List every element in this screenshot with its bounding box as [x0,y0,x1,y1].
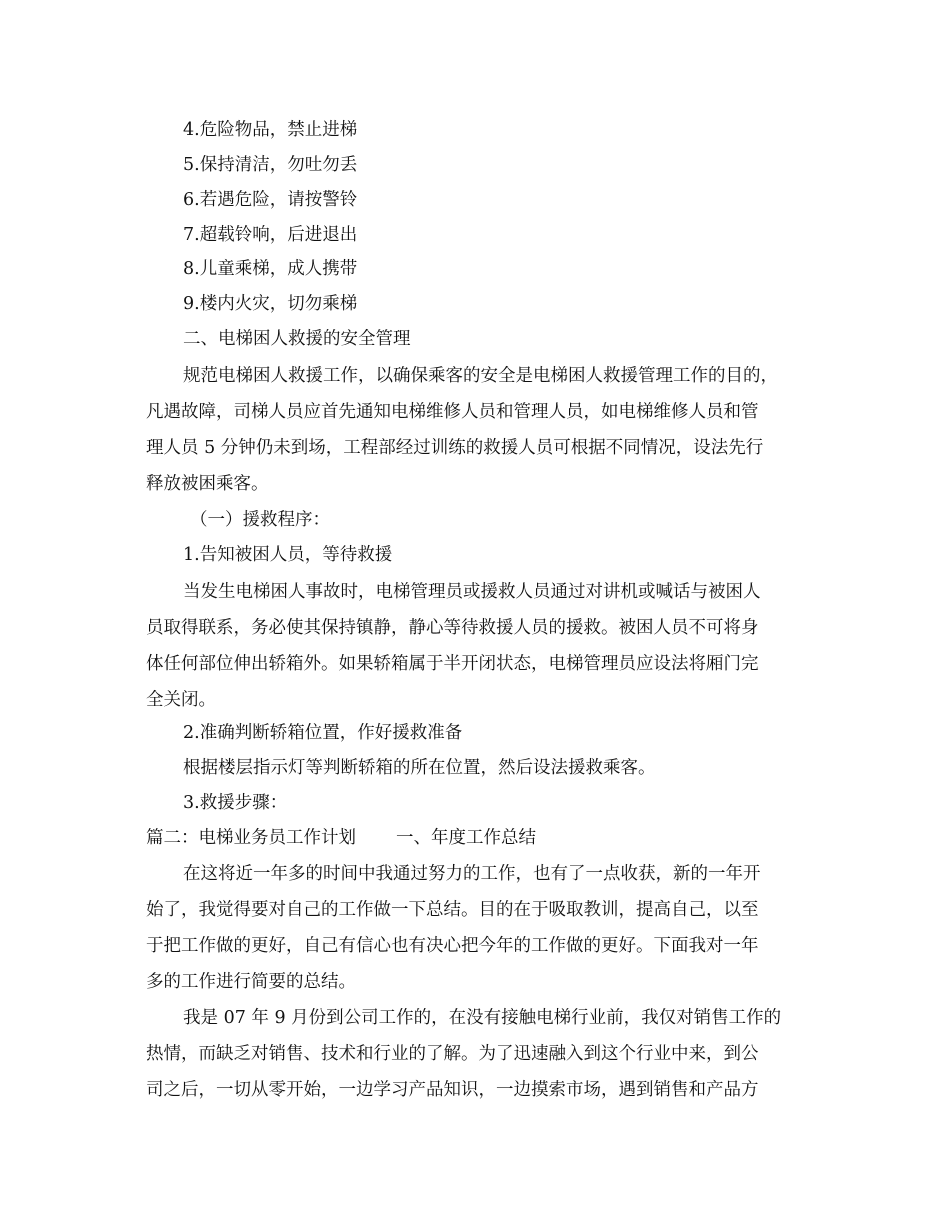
step-heading-1: 1.告知被困人员，等待救援 [183,545,393,565]
paragraph-line: 当发生电梯困人事故时，电梯管理员或援救人员通过对讲机或喊话与被困人 [183,582,761,602]
paragraph-line: 体任何部位伸出轿箱外。如果轿箱属于半开闭状态，电梯管理员应设法将厢门完 [146,654,759,674]
paragraph-line: 凡遇故障，司梯人员应首先通知电梯维修人员和管理人员，如电梯维修人员和管 [146,402,759,422]
paragraph-line: 员取得联系，务必使其保持镇静，静心等待救援人员的援救。被困人员不可将身 [146,618,759,638]
paragraph-line: 理人员 5 分钟仍未到场，工程部经过训练的救援人员可根据不同情况，设法先行 [146,438,764,458]
paragraph-line: 根据楼层指示灯等判断轿箱的所在位置，然后设法援救乘客。 [183,758,656,778]
step-heading-2: 2.准确判断轿箱位置，作好援救准备 [183,723,463,743]
rule-item-5: 5.保持清洁，勿吐勿丢 [183,155,358,175]
chapter-title: 篇二：电梯业务员工作计划 [146,828,356,848]
rule-item-7: 7.超载铃响，后进退出 [183,225,358,245]
rule-item-6: 6.若遇危险，请按警铃 [183,190,358,210]
paragraph-line: 在这将近一年多的时间中我通过努力的工作，也有了一点收获，新的一年开 [183,864,761,884]
step-heading-3: 3.救援步骤： [183,793,288,813]
section-heading-rescue-safety: 二、电梯困人救援的安全管理 [183,329,411,349]
paragraph-line: 热情，而缺乏对销售、技术和行业的了解。为了迅速融入到这个行业中来，到公 [146,1044,759,1064]
rule-item-8: 8.儿童乘梯，成人携带 [183,259,358,279]
paragraph-line: 司之后，一切从零开始，一边学习产品知识，一边摸索市场，遇到销售和产品方 [146,1080,759,1100]
paragraph-line: 释放被困乘客。 [146,474,269,494]
rule-item-4: 4.危险物品，禁止进梯 [183,120,358,140]
paragraph-line: 全关闭。 [146,690,216,710]
chapter-heading [146,826,818,850]
subsection-heading-procedure: （一）援救程序： [190,510,330,530]
paragraph-line: 于把工作做的更好，自己有信心也有决心把今年的工作做的更好。下面我对一年 [146,936,759,956]
paragraph-line: 我是 07 年 9 月份到公司工作的，在没有接触电梯行业前，我仅对销售工作的 [183,1008,782,1028]
paragraph-line: 规范电梯困人救援工作，以确保乘客的安全是电梯困人救援管理工作的目的， [183,366,778,386]
paragraph-line: 多的工作进行简要的总结。 [146,972,356,992]
paragraph-line: 始了，我觉得要对自己的工作做一下总结。目的在于吸取教训，提高自己，以至 [146,900,759,920]
chapter-section-title: 一、年度工作总结 [396,828,536,848]
rule-item-9: 9.楼内火灾，切勿乘梯 [183,294,358,314]
